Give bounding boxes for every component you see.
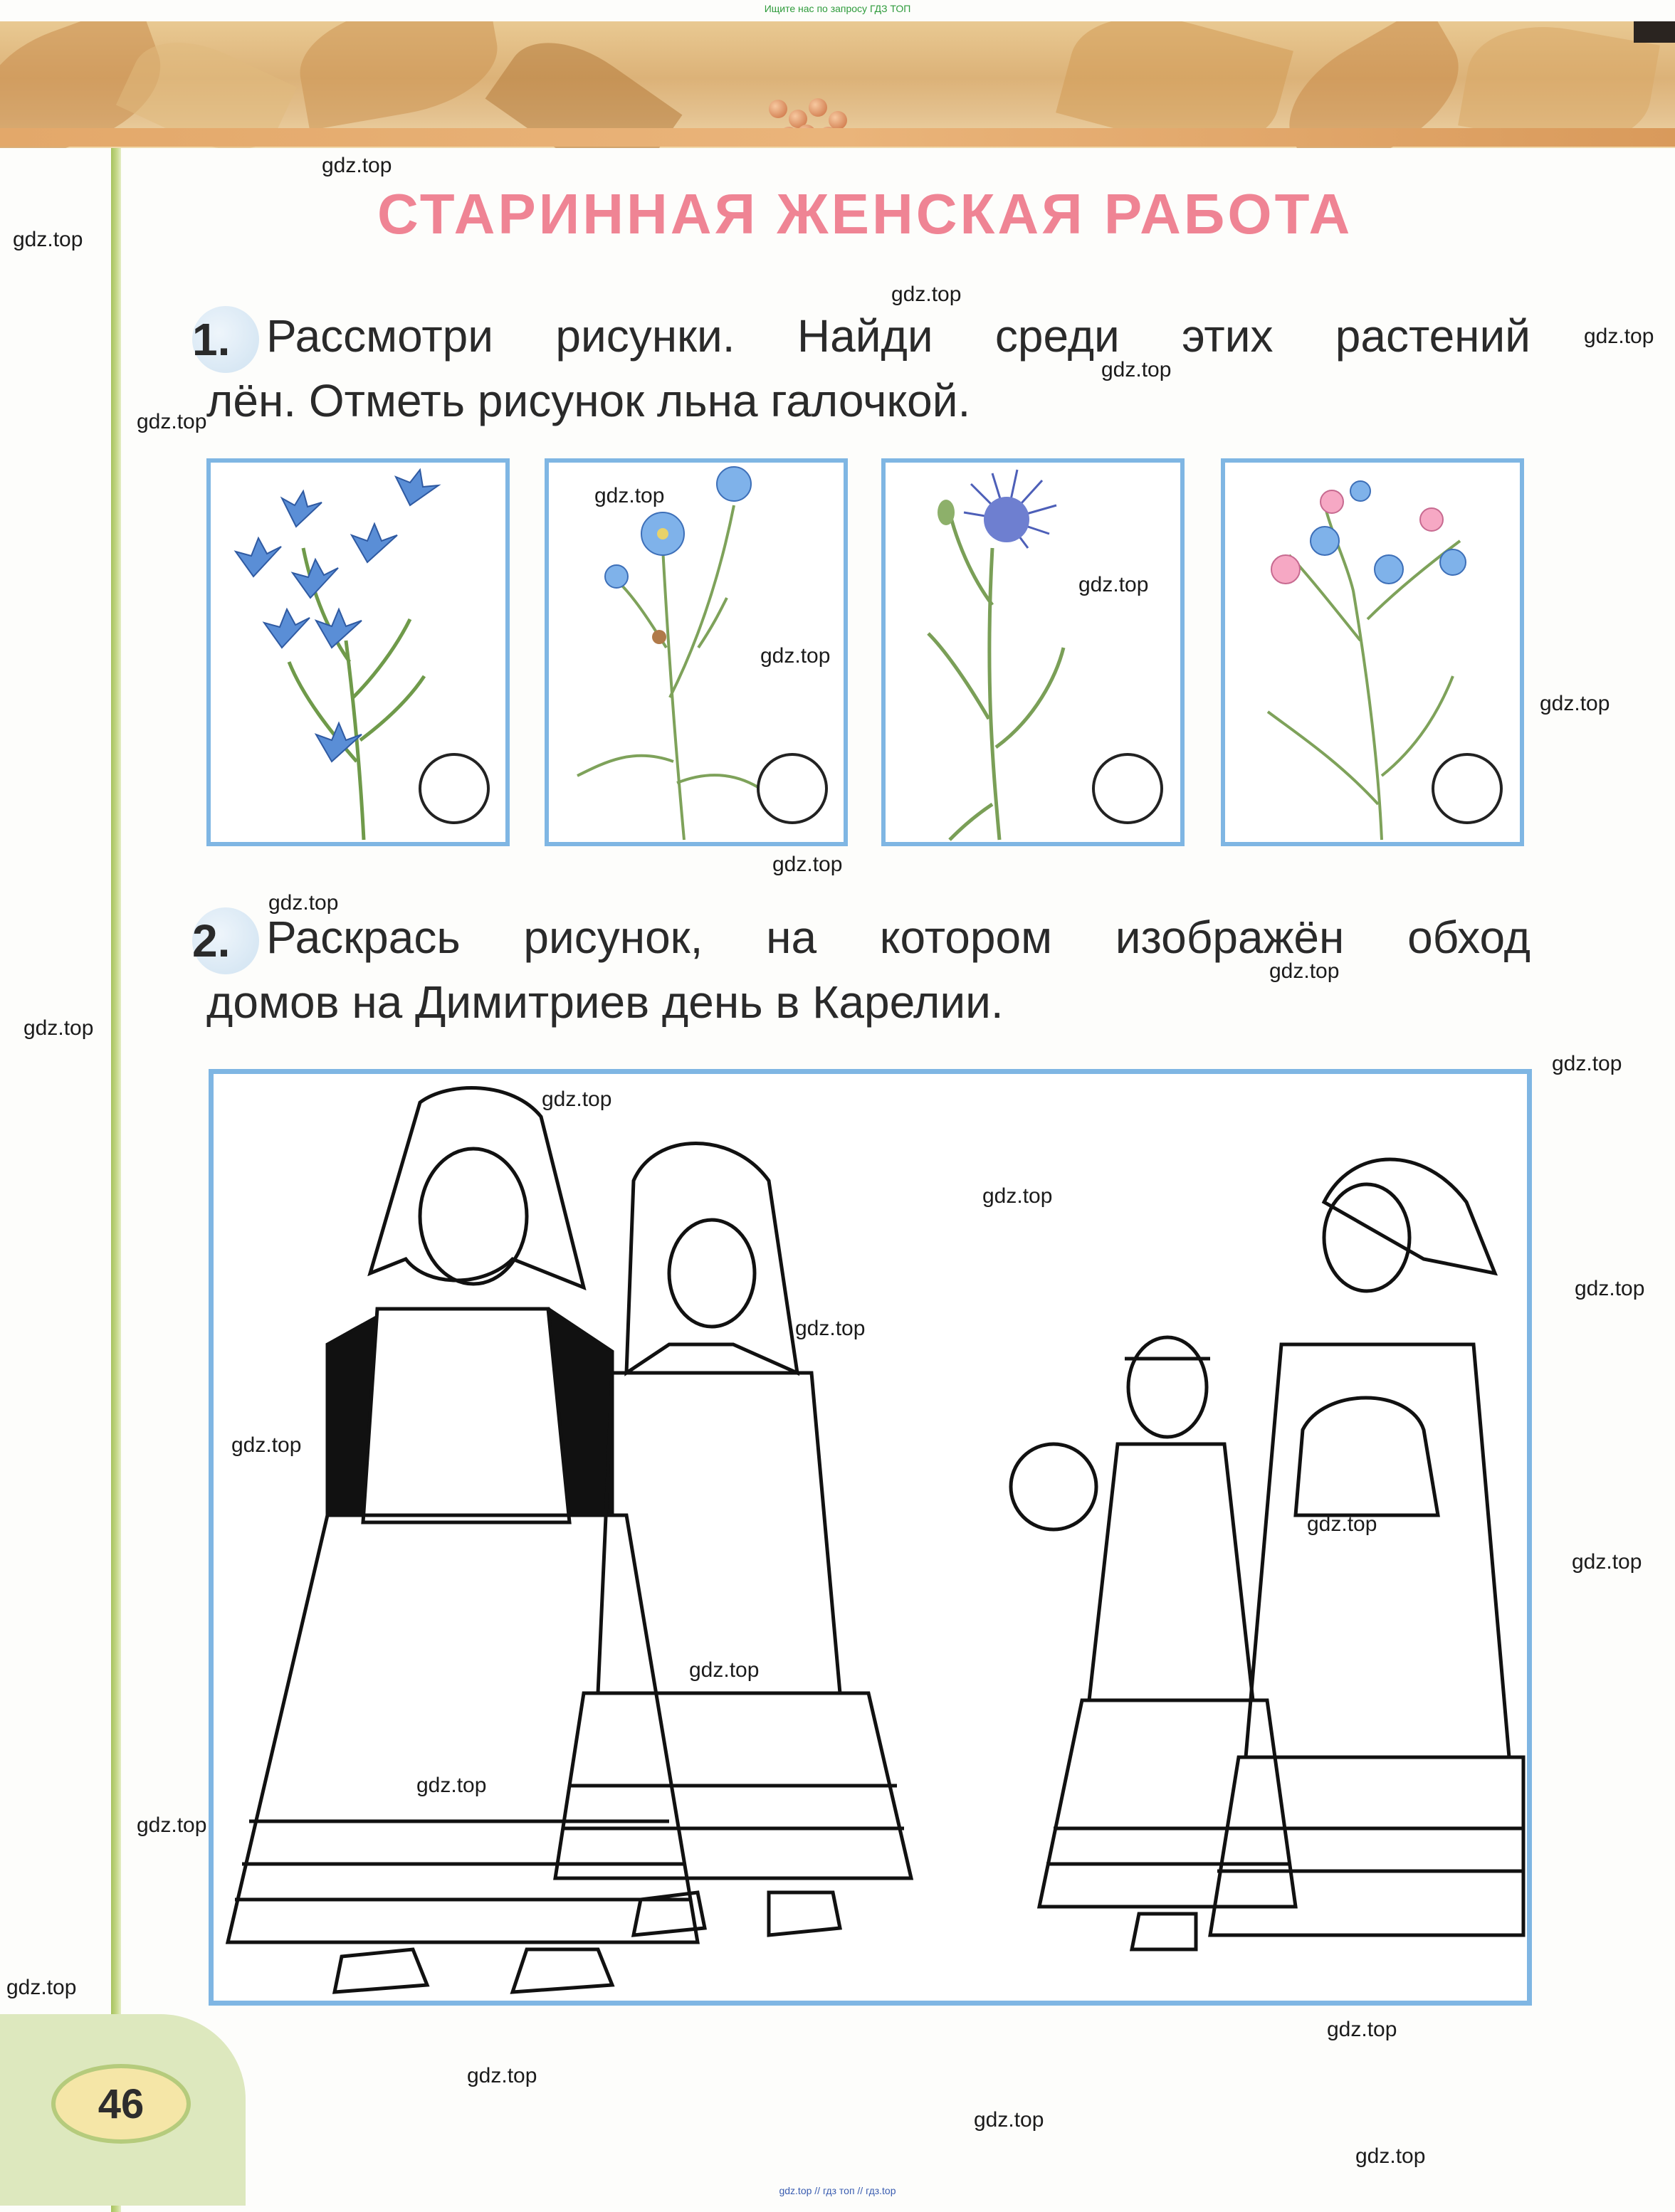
watermark: gdz.top [23,1016,94,1040]
answer-circle-4[interactable] [1432,753,1503,824]
task-1 [192,306,1530,428]
answer-circle-1[interactable] [419,753,490,824]
banner-stripe [0,128,1675,147]
task-2-text-line2: домов на Димитриев день в Карелии. [206,976,1004,1028]
watermark: gdz.top [1575,1277,1645,1300]
task-2-text-line1: Раскрась рисунок, на котором изображён обход [266,911,1530,963]
watermark: gdz.top [137,410,207,433]
bottom-note: gdz.top // гдз топ // гдз.top [779,2185,896,2196]
page-edge-shadow [1634,21,1675,43]
flower-card-cornflower [881,458,1185,846]
karelian-women-and-girl-coloring-icon [214,1074,1527,2001]
watermark: gdz.top [1101,358,1172,381]
watermark: gdz.top [268,891,339,915]
watermark: gdz.top [13,228,83,251]
watermark: gdz.top [416,1774,487,1797]
watermark: gdz.top [760,644,831,668]
task-1-number: 1. [192,306,259,373]
watermark: gdz.top [891,283,962,306]
margin-line [111,148,121,2212]
top-note: Ищите нас по запросу ГДЗ ТОП [764,3,911,14]
task-2-number: 2. [192,907,259,974]
watermark: gdz.top [795,1317,866,1340]
watermark: gdz.top [467,2064,537,2087]
watermark: gdz.top [6,1976,77,1999]
coloring-picture-frame[interactable] [209,1069,1532,2006]
watermark: gdz.top [1540,692,1610,715]
flower-card-forget-me-not [1221,458,1524,846]
page-title: СТАРИННАЯ ЖЕНСКАЯ РАБОТА [377,182,1353,246]
watermark: gdz.top [1269,959,1340,983]
watermark: gdz.top [772,853,843,876]
watermark: gdz.top [1355,2144,1426,2168]
watermark: gdz.top [689,1658,760,1682]
watermark: gdz.top [974,2108,1044,2132]
flower-card-bellflower [206,458,510,846]
watermark: gdz.top [1572,1550,1642,1574]
watermark: gdz.top [231,1433,302,1457]
watermark: gdz.top [1584,325,1654,348]
watermark: gdz.top [1552,1052,1622,1075]
watermark: gdz.top [594,484,665,507]
watermark: gdz.top [322,154,392,177]
watermark: gdz.top [137,1813,207,1837]
watermark: gdz.top [1078,573,1149,596]
answer-circle-3[interactable] [1092,753,1163,824]
watermark: gdz.top [982,1184,1053,1208]
watermark: gdz.top [1327,2018,1397,2041]
watermark: gdz.top [542,1087,612,1111]
task-1-text-line1: Рассмотри рисунки. Найди среди этих растений [266,310,1530,362]
answer-circle-2[interactable] [757,753,828,824]
task-1-text-line2: лён. Отметь рисунок льна галочкой. [206,375,971,426]
page-number: 46 [51,2064,191,2144]
watermark: gdz.top [1307,1512,1377,1536]
